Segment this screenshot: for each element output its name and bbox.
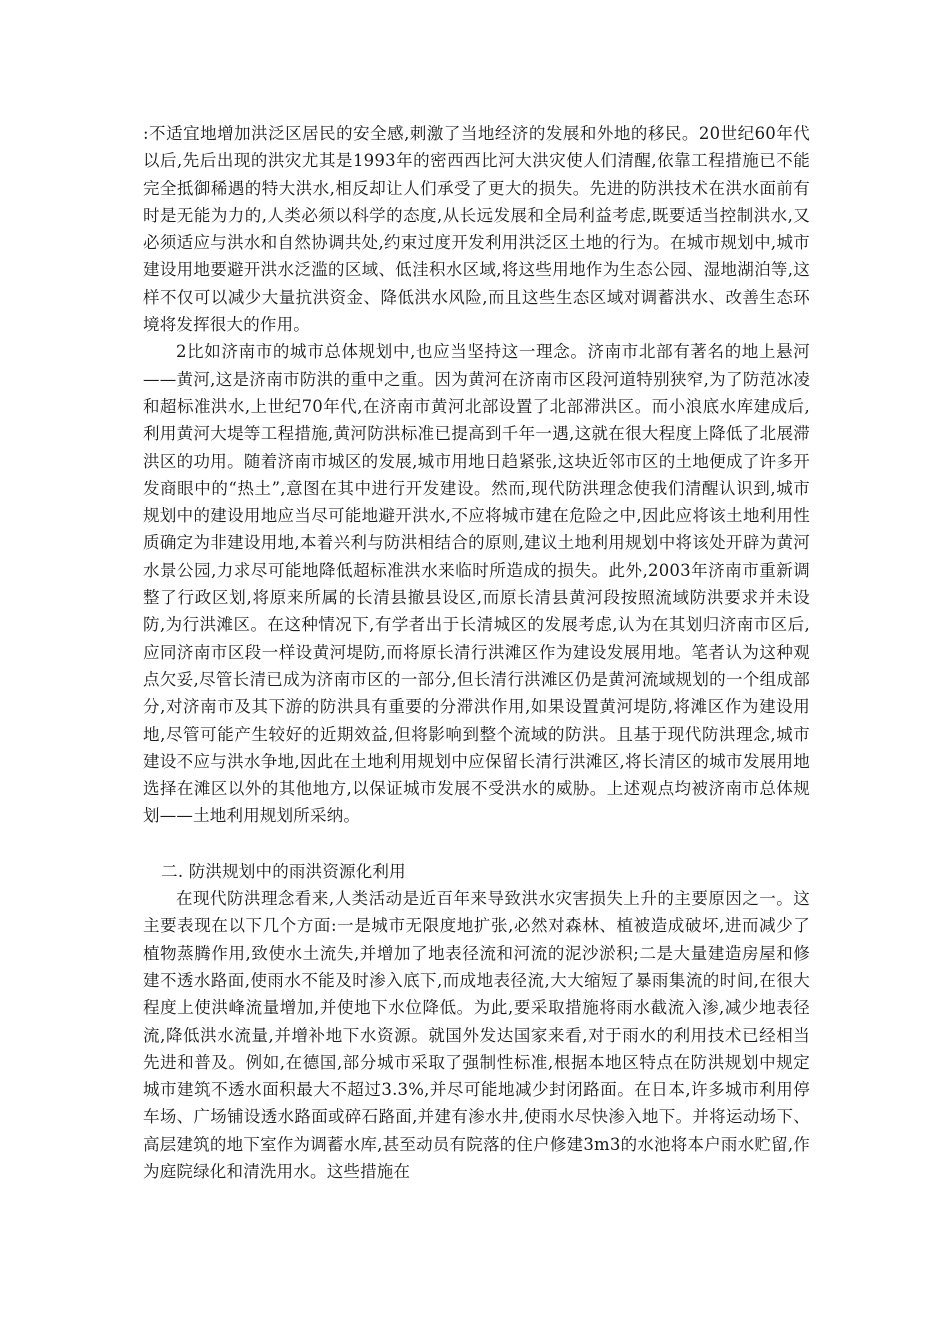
paragraph-1: :不适宜地增加洪泛区居民的安全感,刺激了当地经济的发展和外地的移民。20世纪60年代以后,先后出现的洪灾尤其是1993年的密西西比河大洪灾使人们清醒,依靠工程措施已不能完全抵御稀遇的特大洪水,相反却让人们承受了更大的损失。先进的防洪技术在洪水面前有时是无能为力的,人类必须以科学的态度,从长远发展和全局利益考虑,既要适当控制洪水,又必须适应与洪水和自然协调共处,约束过度开发利用洪泛区土地的行为。在城市规划中,城市建设用地要避开洪水泛滥的区域、低洼积水区域,将这些用地作为生态公园、湿地湖泊等,这样不仅可以减少大量抗洪资金、降低洪水风险,而且这些生态区域对调蓄洪水、改善生态环境将发挥很大的作用。 xyxy=(143,124,810,335)
document-page xyxy=(143,120,810,1185)
paragraph-3: 在现代防洪理念看来,人类活动是近百年来导致洪水灾害损失上升的主要原因之一。这主要表现在以下几个方面:一是城市无限度地扩张,必然对森林、植被造成破坏,进而减少了植物蒸腾作用,致使水土流失,并增加了地表径流和河流的泥沙淤积;二是大量建造房屋和修建不透水路面,使雨水不能及时渗入底下,而成地表径流,大大缩短了暴雨集流的时间,在很大程度上使洪峰流量增加,并使地下水位降低。为此,要采取措施将雨水截流入渗,减少地表径流,降低洪水流量,并增补地下水资源。就国外发达国家来看,对于雨水的利用技术已经相当先进和普及。例如,在德国,部分城市采取了强制性标准,根据本地区特点在防洪规划中规定城市建筑不透水面积最大不超过3.3%,并尽可能地减少封闭路面。在日本,许多城市利用停车场、广场铺设透水路面或碎石路面,并建有渗水井,使雨水尽快渗入地下。并将运动场下、高层建筑的地下室作为调蓄水库,甚至动员有院落的住户修建3m3的水池将本户雨水贮留,作为庭院绿化和清洗用水。这些措施在 xyxy=(143,889,810,1181)
paragraph-2: 2比如济南市的城市总体规划中,也应当坚持这一理念。济南市北部有著名的地上悬河——黄河,这是济南市防洪的重中之重。因为黄河在济南市区段河道特别狭窄,为了防范冰凌和超标准洪水,上世纪70年代,在济南市黄河北部设置了北部滞洪区。而小浪底水库建成后,利用黄河大堤等工程措施,黄河防洪标准已提高到千年一遇,这就在很大程度上降低了北展滞洪区的功用。随着济南市城区的发展,城市用地日趋紧张,这块近邻市区的土地便成了许多开发商眼中的“热土”,意图在其中进行开发建设。然而,现代防洪理念使我们清醒认识到,城市规划中的建设用地应当尽可能地避开洪水,不应将城市建在危险之中,因此应将该土地利用性质确定为非建设用地,本着兴利与防洪相结合的原则,建议土地利用规划中将该处开辟为黄河水景公园,力求尽可能地降低超标准洪水来临时所造成的损失。此外,2003年济南市重新调整了行政区划,将原来所属的长清县撤县设区,而原长清县黄河段按照流域防洪要求并未设防,为行洪滩区。在这种情况下,有学者出于长清城区的发展考虑,认为在其划归济南市区后,应同济南市区段一样设黄河堤防,而将原长清行洪滩区作为建设发展用地。笔者认为这种观点欠妥,尽管长清已成为济南市区的一部分,但长清行洪滩区仍是黄河流域规划的一个组成部分,对济南市及其下游的防洪具有重要的分滞洪作用,如果设置黄河堤防,将滩区作为建设用地,尽管可能产生较好的近期效益,但将影响到整个流域的防洪。且基于现代防洪理念,城市建设不应与洪水争地,因此在土地利用规划中应保留长清行洪滩区,将长清区的城市发展用地选择在滩区以外的其他地方,以保证城市发展不受洪水的威胁。上述观点均被济南市总体规划——土地利用规划所采纳。 xyxy=(143,342,810,826)
section-heading: 二. 防洪规划中的雨洪资源化利用 xyxy=(161,861,406,881)
